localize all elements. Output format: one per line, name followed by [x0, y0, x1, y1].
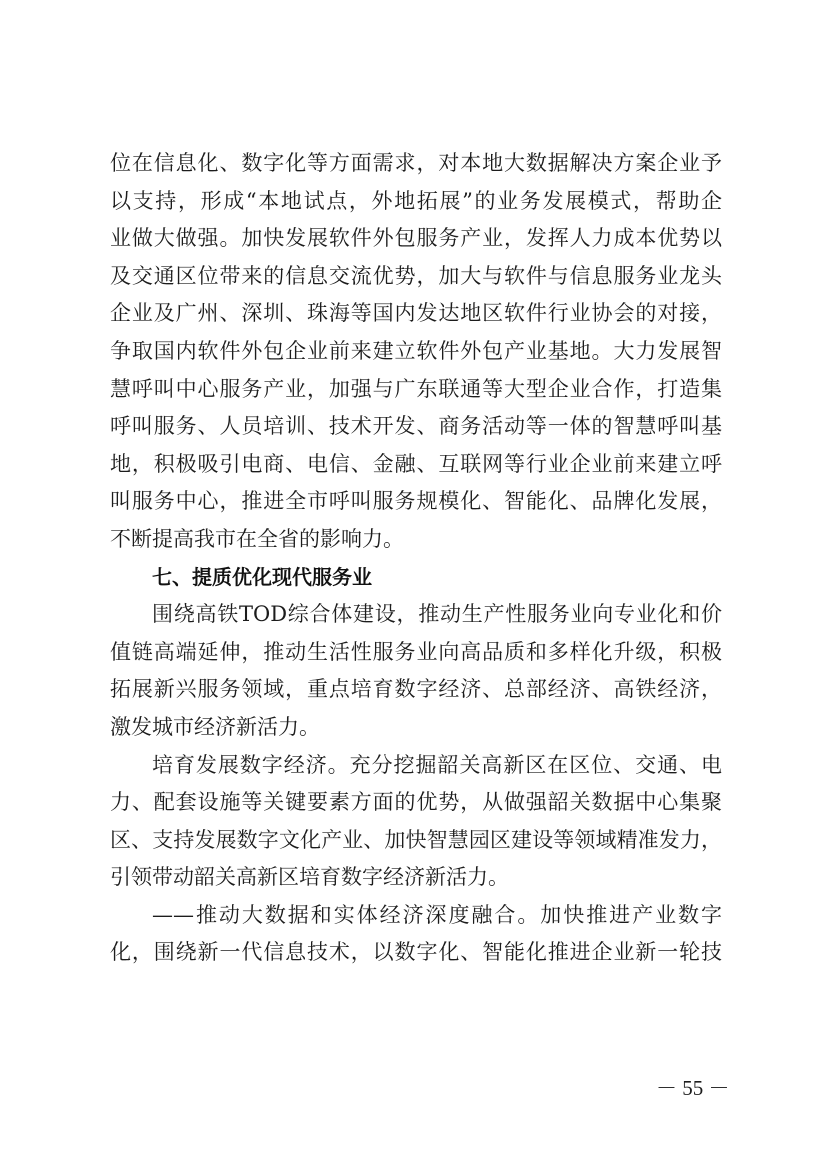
page-number: － 55 －	[656, 1076, 730, 1100]
paragraph-software-services	[110, 145, 722, 559]
text-line: 业做大做强。加快发展软件外包服务产业，发挥人力成本优势以	[110, 226, 722, 251]
body-text	[110, 145, 722, 972]
text-line: 激发城市经济新活力。	[110, 714, 320, 739]
text-line: 引领带动韶关高新区培育数字经济新活力。	[110, 865, 509, 890]
text-line: ——推动大数据和实体经济深度融合。加快推进产业数字	[152, 902, 722, 927]
text-line: 地，积极吸引电商、电信、金融、互联网等行业企业前来建立呼	[110, 451, 722, 476]
text-line: 拓展新兴服务领域，重点培育数字经济、总部经济、高铁经济，	[110, 677, 722, 702]
text-line: 企业及广州、深圳、珠海等国内发达地区软件行业协会的对接，	[110, 301, 722, 326]
text-line: 区、支持发展数字文化产业、加快智慧园区建设等领域精准发力，	[110, 827, 722, 852]
text-line: 值链高端延伸，推动生活性服务业向高品质和多样化升级，积极	[110, 639, 722, 664]
text-line: 不断提高我市在全省的影响力。	[110, 526, 404, 551]
text-line: 培育发展数字经济。充分挖掘韶关高新区在区位、交通、电	[152, 752, 722, 777]
text-line: 及交通区位带来的信息交流优势，加大与软件与信息服务业龙头	[110, 263, 722, 288]
text-line: 叫服务中心，推进全市呼叫服务规模化、智能化、品牌化发展，	[110, 489, 722, 514]
paragraph-modern-services	[110, 596, 722, 746]
text-line: 争取国内软件外包企业前来建立软件外包产业基地。大力发展智	[110, 338, 722, 363]
text-line: 位在信息化、数字化等方面需求，对本地大数据解决方案企业予	[110, 151, 722, 175]
text-line: 慧呼叫中心服务产业，加强与广东联通等大型企业合作，打造集	[110, 376, 722, 401]
text-line: 化，围绕新一代信息技术，以数字化、智能化推进企业新一轮技	[110, 940, 722, 965]
text-line: 呼叫服务、人员培训、技术开发、商务活动等一体的智慧呼叫基	[110, 414, 722, 439]
section-heading: 七、提质优化现代服务业	[152, 564, 372, 589]
text-line: 力、配套设施等关键要素方面的优势，从做强韶关数据中心集聚	[110, 790, 722, 815]
text-line: 以支持，形成“本地试点，外地拓展”的业务发展模式，帮助企	[110, 188, 722, 213]
paragraph-digital-economy	[110, 747, 722, 897]
paragraph-big-data-integration	[110, 897, 722, 972]
text-line: 围绕高铁TOD综合体建设，推动生产性服务业向专业化和价	[152, 602, 722, 627]
